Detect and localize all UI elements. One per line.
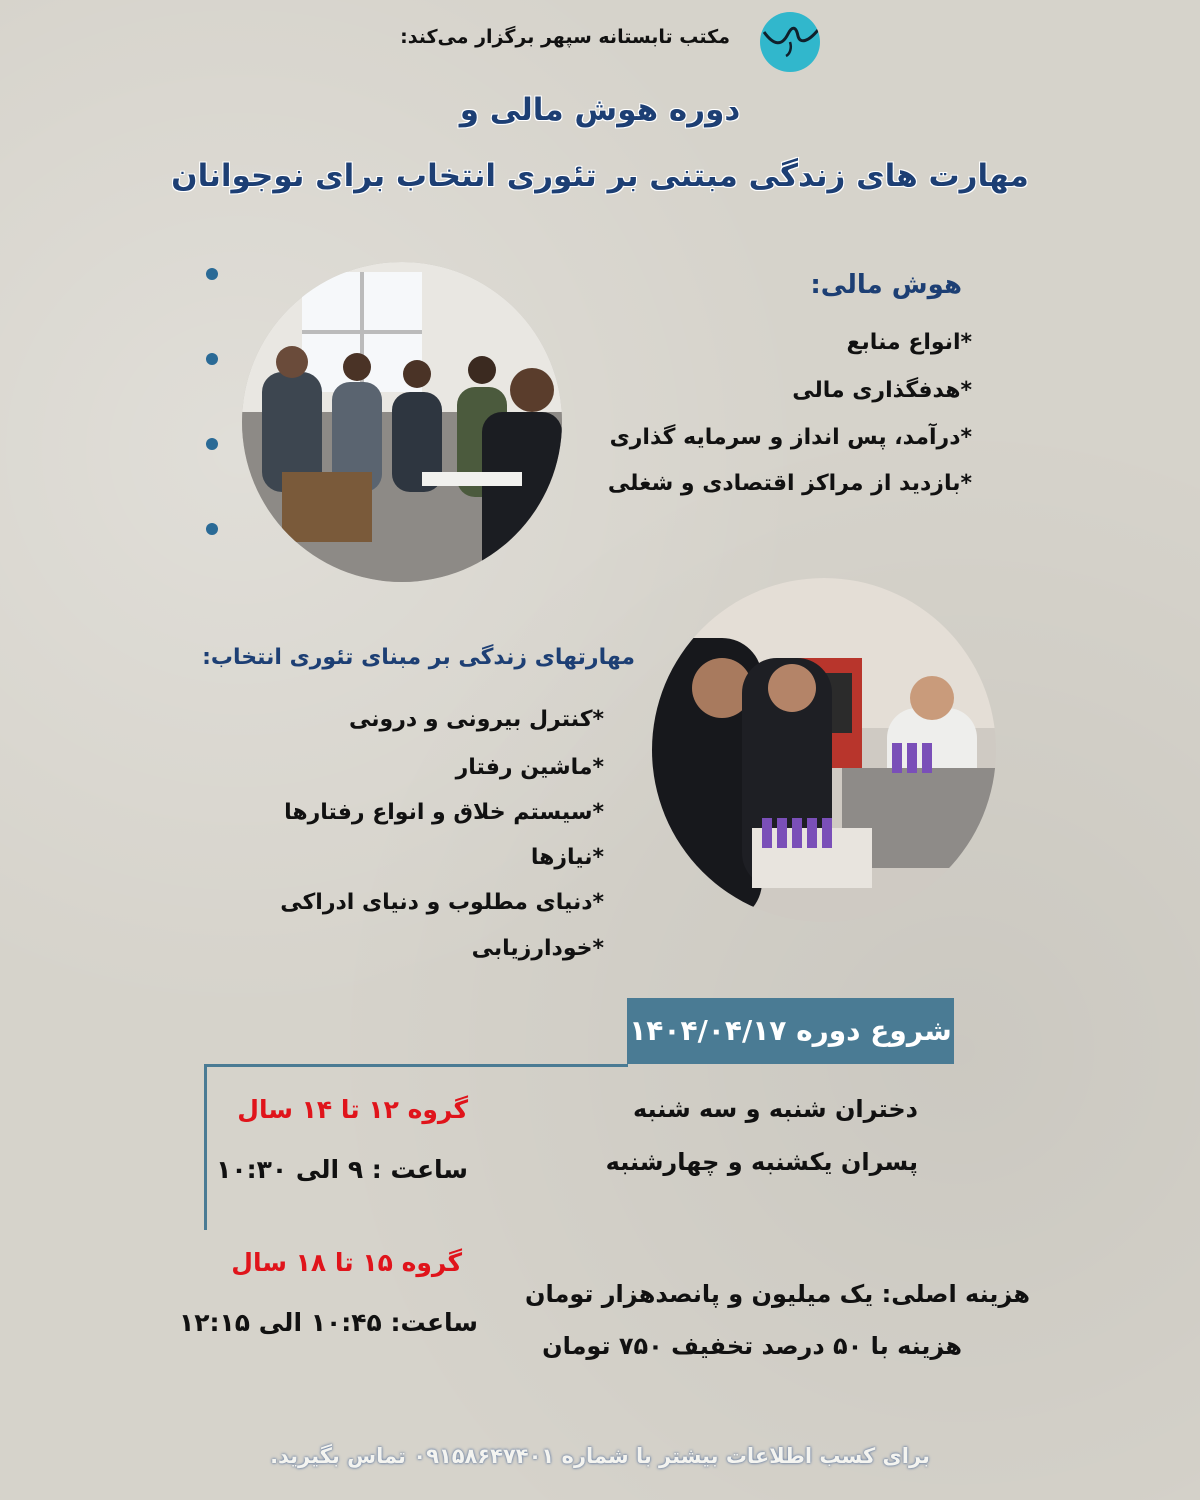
course-title-line-2: مهارت های زندگی مبتنی بر تئوری انتخاب برای نوجوانان (171, 158, 1029, 194)
contact-line: برای کسب اطلاعات بیشتر با شماره ۰۹۱۵۸۶۴۷۴۰۱ تماس بگیرید. (270, 1444, 930, 1468)
financial-item: *هدفگذاری مالی (792, 378, 972, 403)
financial-item: *درآمد، پس انداز و سرمایه گذاری (609, 425, 972, 450)
life-skill-item: *دنیای مطلوب و دنیای ادراکی (280, 890, 604, 915)
life-skill-item: *خودارزیابی (471, 936, 604, 961)
group1-title: گروه ۱۲ تا ۱۴ سال (237, 1095, 468, 1124)
decor-dot (206, 438, 218, 450)
course-title-line-1: دوره هوش مالی و (459, 92, 741, 128)
classroom-photo (242, 262, 562, 582)
life-skills-heading: مهارتهای زندگی بر مبنای تئوری انتخاب: (202, 645, 635, 670)
start-date-box (627, 998, 954, 1064)
workshop-photo (652, 578, 996, 922)
life-skill-item: *سیستم خلاق و انواع رفتارها (284, 800, 604, 825)
price-original: هزینه اصلی: یک میلیون و پانصدهزار تومان (524, 1280, 1030, 1308)
sepehr-logo-icon (760, 12, 820, 72)
girls-days: دختران شنبه و سه شنبه (632, 1095, 918, 1123)
life-skill-item: *ماشین رفتار (455, 755, 604, 780)
decor-dot (206, 523, 218, 535)
divider-vertical (204, 1066, 207, 1230)
boys-days: پسران یکشنبه و چهارشنبه (605, 1148, 918, 1176)
price-discounted: هزینه با ۵۰ درصد تخفیف ۷۵۰ تومان (542, 1332, 962, 1360)
life-skill-item: *نیازها (530, 845, 604, 870)
presenter-line: مکتب تابستانه سپهر برگزار می‌کند: (400, 26, 730, 48)
group2-time: ساعت: ۱۰:۴۵ الی ۱۲:۱۵ (179, 1308, 478, 1337)
financial-item: *بازدید از مراکز اقتصادی و شغلی (607, 471, 972, 496)
divider-horizontal (204, 1064, 628, 1067)
financial-heading: هوش مالی: (810, 270, 962, 300)
decor-dot (206, 268, 218, 280)
financial-item: *انواع منابع (846, 330, 972, 355)
group1-time: ساعت : ۹ الی ۱۰:۳۰ (216, 1155, 468, 1184)
life-skill-item: *کنترل بیرونی و درونی (349, 707, 604, 732)
group2-title: گروه ۱۵ تا ۱۸ سال (231, 1248, 462, 1277)
decor-dot (206, 353, 218, 365)
start-date-text: شروع دوره ۱۴۰۴/۰۴/۱۷ (629, 1014, 952, 1047)
